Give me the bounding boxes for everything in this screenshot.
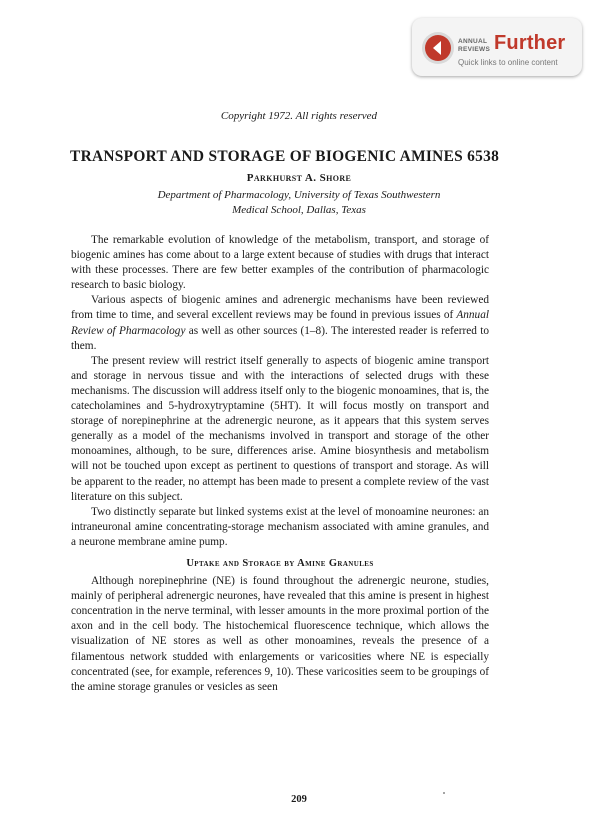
further-badge[interactable] xyxy=(412,18,582,76)
article-title: TRANSPORT AND STORAGE OF BIOGENIC AMINES 6538 xyxy=(70,148,500,165)
annual-reviews-further-icon xyxy=(421,31,455,65)
paragraph-3: The present review will restrict itself generally to aspects of biogenic amine transport and storage in nervous tissue and with the interactions of selected drugs with these mechanisms. The discussion will address itself only to the biogenic monoamines, that is, the catecholamines and 5-hydroxytryptamine (5HT). It will focus mostly on transport and storage of norepinephrine at the adrenergic neurone, as it appears that this system serves generally as a model of the mechanisms involved in transport and storage of the other monoamines, although, to be sure, differences arise. Amine biosynthesis and metabolism will not be touched upon except as pertinent to questions of transport and storage. As will be apparent to the reader, no attempt has been made to present a complete review of the vast literature on this subject. xyxy=(71,354,489,503)
affiliation-line-1: Department of Pharmacology, University of Texas Southwestern xyxy=(157,189,441,201)
section-paragraph: Although norepinephrine (NE) is found throughout the adrenergic neurone, studies, mainly of peripheral adrenergic neurones, have revealed that this amine is present in highest concentration in the nerve terminal, with lesser amounts in the more proximal portion of the axon and in the cell body. The histochemical fluorescence technique, which allows the visualization of NE stores as well as other monoamines, reveals the presence of a filamentous network studded with enlargements or varicosities where NE is especially concentrated (see, for example, references 9, 10). These varicosities seem to be groupings of the amine storage granules or vesicles as seen xyxy=(71,575,489,693)
badge-annual-label: ANNUAL xyxy=(458,38,488,45)
page-number: 209 xyxy=(291,794,307,805)
paragraph-4: Two distinctly separate but linked systems exist at the level of monoamine neurones: an intraneuronal amine concentrating-storage mechanism associated with amine granules, and a neurone membrane amine pump. xyxy=(71,505,489,548)
paragraph-2: Various aspects of biogenic amines and adrenergic mechanisms have been reviewed from time to time, and several excellent reviews may be found in previous issues of Annual Review of Pharmacology as well as other sources (1–8). The interested reader is referred to them. xyxy=(71,294,489,352)
section-heading: Uptake and Storage by Amine Granules xyxy=(186,557,374,569)
affiliation-line-2: Medical School, Dallas, Texas xyxy=(232,204,366,216)
journal-name: Annual Review of Pharmacology xyxy=(71,309,489,337)
paragraph-1: The remarkable evolution of knowledge of the metabolism, transport, and storage of biogenic amines has come about to a large extent because of studies with drugs that interact with these processes. There are few better examples of the contribution of pharmacologic research to basic biology. xyxy=(71,234,489,292)
copyright-notice: Copyright 1972. All rights reserved xyxy=(220,110,378,122)
badge-brand: Further xyxy=(494,32,566,54)
badge-reviews-label: REVIEWS xyxy=(458,46,491,53)
article-body xyxy=(71,233,489,695)
badge-subtitle: Quick links to online content xyxy=(458,58,558,67)
author-name: Parkhurst A. Shore xyxy=(246,172,352,184)
